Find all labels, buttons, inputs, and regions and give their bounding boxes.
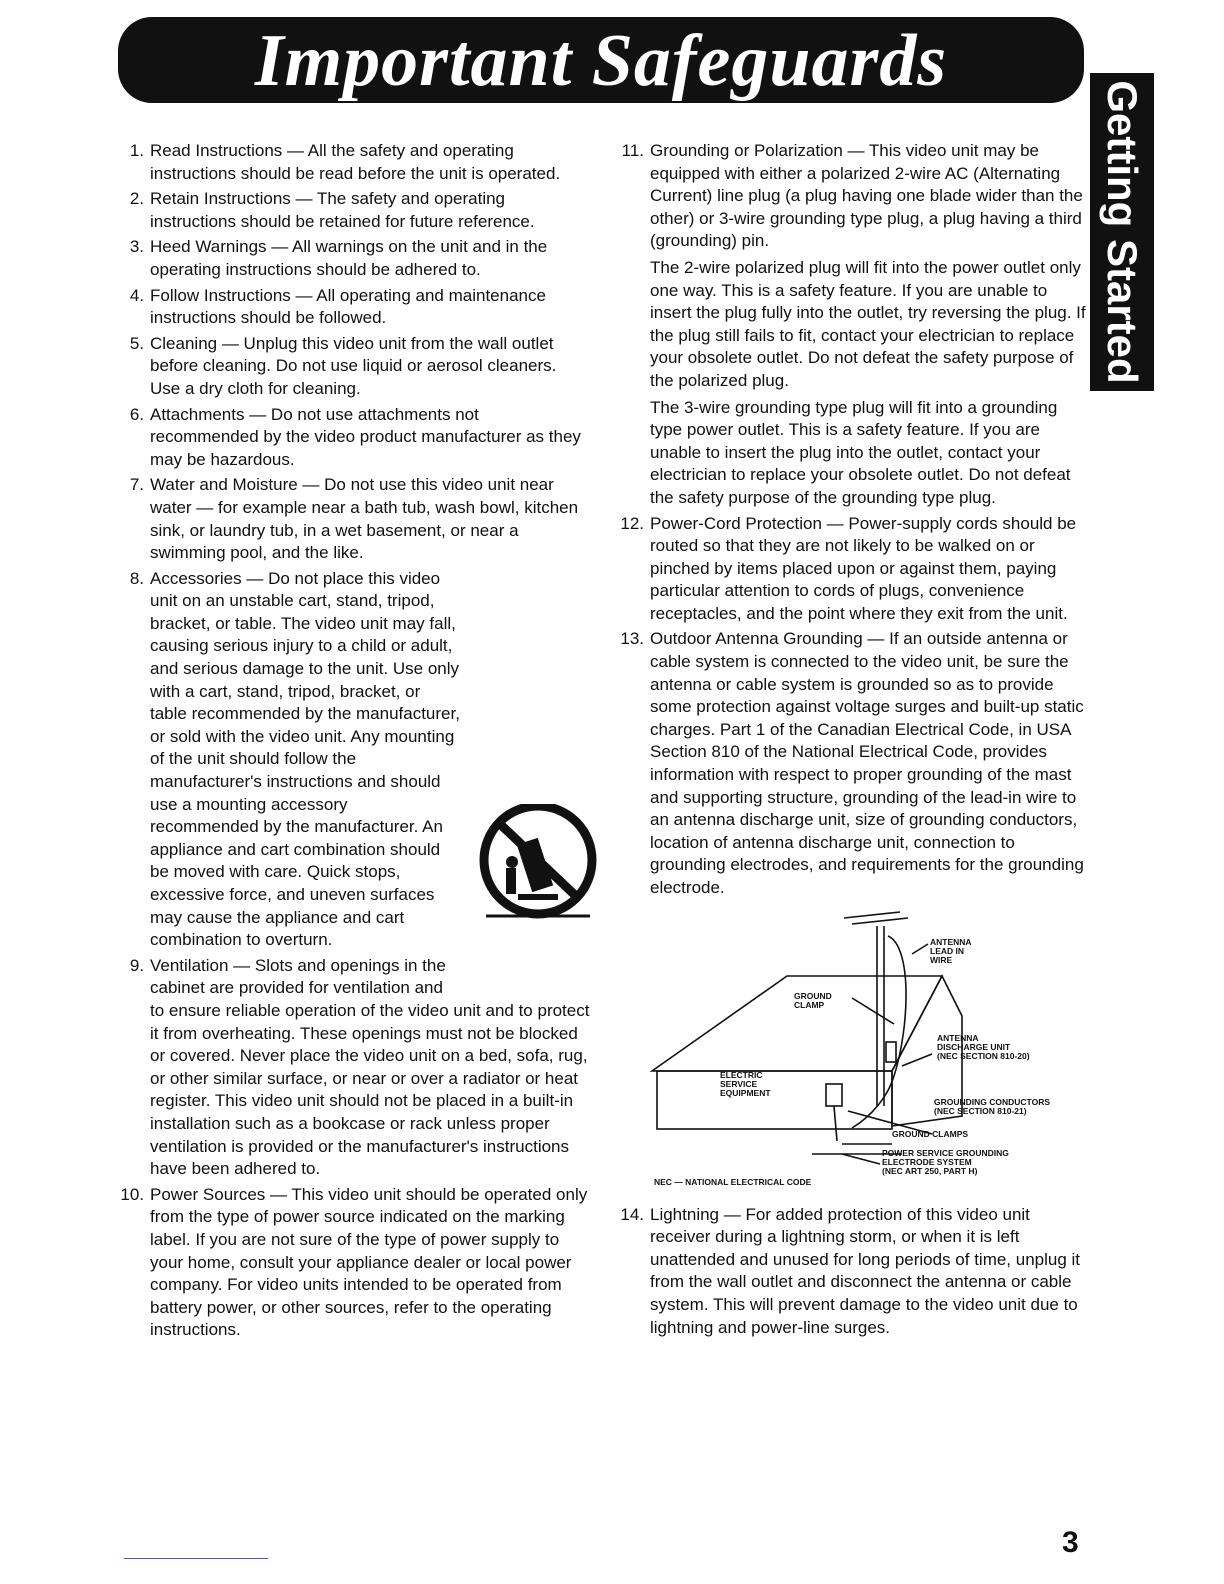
label-ground-clamps: GROUND CLAMPS	[892, 1128, 969, 1139]
list-item: 11. Grounding or Polarization — This video unit may be equipped with either a polarized 2-wire AC (Alternating Current) line plug (a plug having one blade wider than the other) or 3-wire grounding type plug, a plug having a third (grounding) pin. The 2-wire polarized plug will fit into the power outlet only one way. This is a safety feature. If you are unable to insert the plug fully into the outlet, try reversing the plug. If the plug still fails to fit, contact your electrician to replace your obsolete outlet. Do not defeat the safety purpose of the polarized plug. The 3-wire grounding type plug will fit into a grounding type power outlet. This is a safety feature. If you are unable to insert the plug into the outlet, contact your electrician to replace your obsolete outlet. Do not defeat the safety purpose of the grounding type plug.	[621, 141, 1086, 507]
label-grounding-conductors: GROUNDING CONDUCTORS (NEC SECTION 810-21)	[934, 1096, 1051, 1116]
section-tab	[1090, 73, 1154, 391]
list-item: 6. Attachments — Do not use attachments not recommended by the video product manufacturer as they may be hazardous.	[129, 404, 581, 469]
page-number: 3	[1062, 1526, 1079, 1559]
list-item: 1. Read Instructions — All the safety and operating instructions should be read before the unit is operated.	[129, 141, 561, 183]
label-antenna-lead-in: ANTENNA LEAD IN WIRE	[930, 936, 972, 965]
list-item: 4. Follow Instructions — All operating and maintenance instructions should be followed.	[129, 285, 546, 328]
section-tab-label: Getting Started	[1099, 80, 1146, 384]
label-ground-clamp: GROUND CLAMP	[794, 990, 832, 1010]
footer-divider	[124, 1558, 268, 1559]
list-item: 3. Heed Warnings — All warnings on the unit and in the operating instructions should be adhered to.	[129, 237, 548, 279]
list-item: 7. Water and Moisture — Do not use this video unit near water — for example near a bath tub, wash bowl, kitchen sink, or laundry tub, in a wet basement, or near a swimming pool, and the like.	[129, 475, 579, 563]
title-banner	[118, 17, 1084, 103]
antenna-grounding-diagram	[612, 906, 1090, 1196]
left-column	[112, 140, 590, 1345]
list-item: 14. Lightning — For added protection of this video unit receiver during a lightning storm, or when it is left unattended and unused for long periods of time, unplug it from the wall outlet and disconnect the antenna or cable system. This will prevent damage to the video unit due to lightning and power-line surges.	[620, 1204, 1081, 1337]
label-nec-note: NEC — NATIONAL ELECTRICAL CODE	[654, 1176, 812, 1187]
label-electric-service: ELECTRIC SERVICE EQUIPMENT	[720, 1069, 771, 1098]
page-title: Important Safeguards	[254, 20, 948, 102]
list-item: 8. Accessories — Do not place this video unit on an unstable cart, stand, tripod, bracket, or table. The video unit may fall, causing serious injury to a child or adult, and serious damage to the unit. Use only with a cart, stand, tripod, bracket, or table recommended by the manufacturer, or sold with the video unit. Any mounting of the unit should follow the manufacturer's instructions and should use a mounting accessory recommended by the manufacturer. An appliance and cart combination should be moved with care. Quick stops, excessive force, and uneven surfaces may cause the appliance and cart combination to overturn.	[112, 568, 590, 952]
list-item: 12. Power-Cord Protection — Power-supply cords should be routed so that they are not likely to be walked on or pinched by items placed upon or against them, paying particular attention to cords of plugs, convenience receptacles, and the point where they exit from the unit.	[620, 513, 1077, 623]
list-item: 9. Ventilation — Slots and openings in the cabinet are provided for ventilation and to ensure reliable operation of the video unit and to protect it from overheating. These openings must not be blocked or covered. Never place the video unit on a bed, sofa, rug, or other similar surface, or near or over a radiator or heat register. This video unit should not be placed in a built-in installation such as a bookcase or rack unless proper ventilation is provided or the manufacturer's instructions have been adhered to.	[129, 955, 590, 1179]
list-item: 2. Retain Instructions — The safety and operating instructions should be retained for future reference.	[129, 189, 535, 231]
list-item: 5. Cleaning — Unplug this video unit from the wall outlet before cleaning. Do not use liquid or aerosol cleaners. Use a dry cloth for cleaning.	[129, 333, 557, 398]
label-discharge-unit: ANTENNA DISCHARGE UNIT (NEC SECTION 810-20)	[937, 1032, 1030, 1061]
cart-tipover-warning-icon	[466, 804, 606, 924]
list-item: 10. Power Sources — This video unit should be operated only from the type of power source indicated on the marking label. If you are not sure of the type of power supply to your home, consult your appliance dealer or local power company. For video units intended to be operated from battery power, or other sources, refer to the operating instructions.	[120, 1184, 588, 1340]
label-power-service-grounding: POWER SERVICE GROUNDING ELECTRODE SYSTEM (NEC ART 250, PART H)	[882, 1147, 1009, 1176]
list-item: 13. Outdoor Antenna Grounding — If an outside antenna or cable system is connected to the video unit, be sure the antenna or cable system is grounded so as to provide some protection against voltage surges and built-up static charges. Part 1 of the Canadian Electrical Code, in USA Section 810 of the National Electrical Code, provides information with respect to proper grounding of the mast and supporting structure, grounding of the lead-in wire to an antenna discharge unit, size of grounding conductors, location of antenna discharge unit, connection to grounding electrodes, and requirements for the grounding electrode.	[620, 629, 1084, 897]
right-column	[612, 140, 1090, 1342]
